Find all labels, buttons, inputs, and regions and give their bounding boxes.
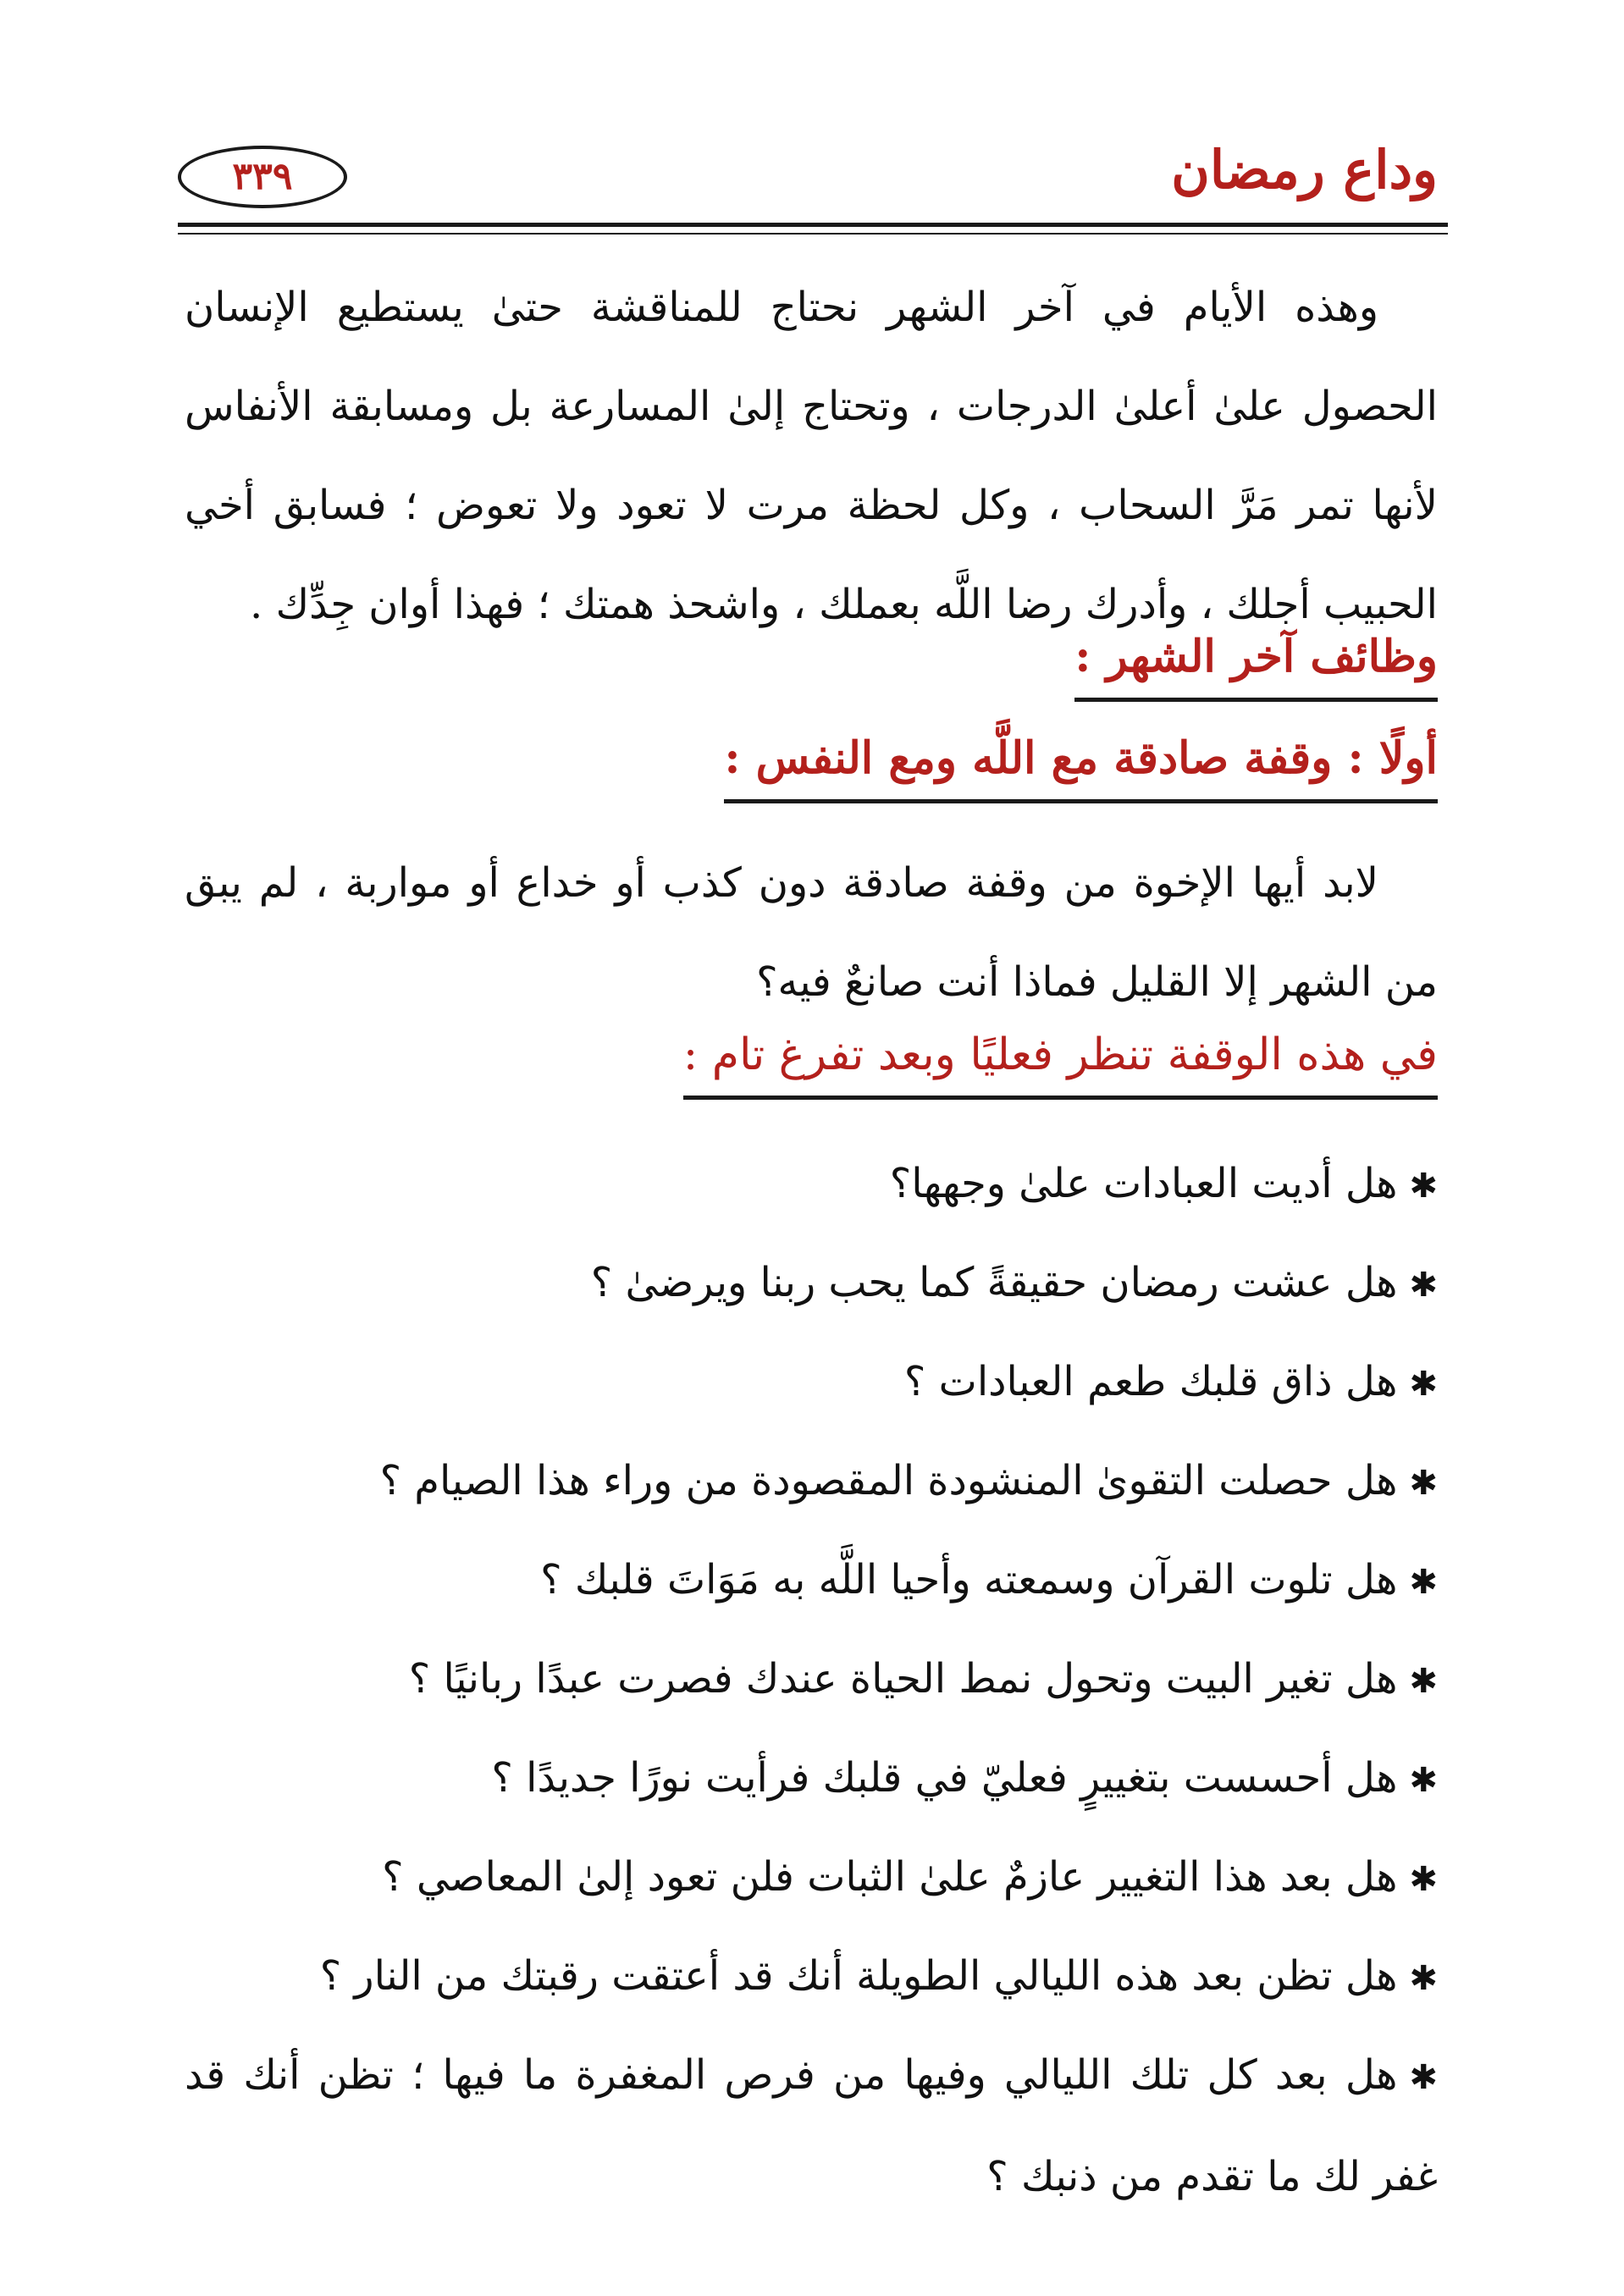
- question-text: هل بعد كل تلك الليالي وفيها من فرص المغفرة ما فيها ؛ تظن أنك قد غفر لك ما تقدم من ذنبك ؟: [185, 2051, 1438, 2200]
- asterisk-icon: ✱: [1409, 1959, 1438, 1998]
- asterisk-icon: ✱: [1409, 1365, 1438, 1404]
- question-text: هل أديت العبادات علىٰ وجهها؟: [889, 1160, 1398, 1207]
- list-item: [185, 2026, 1438, 2227]
- asterisk-icon: ✱: [1409, 1563, 1438, 1602]
- question-text: هل عشت رمضان حقيقةً كما يحب ربنا ويرضىٰ ؟: [590, 1259, 1398, 1306]
- list-item: [185, 1333, 1438, 1432]
- list-item: [185, 1531, 1438, 1630]
- asterisk-icon: ✱: [1409, 1464, 1438, 1503]
- header-rule-thick: [178, 223, 1448, 227]
- questions-list: [185, 1134, 1438, 2227]
- heading-in-this-pause: في هذه الوقفة تنظر فعليًا وبعد تفرغ تام :: [683, 1033, 1438, 1100]
- list-item: [185, 1828, 1438, 1927]
- first-pause-paragraph: [185, 834, 1438, 1032]
- asterisk-icon: ✱: [1409, 1860, 1438, 1899]
- question-text: هل تغير البيت وتحول نمط الحياة عندك فصرت عبدًا ربانيًا ؟: [408, 1655, 1398, 1703]
- question-text: هل تظن بعد هذه الليالي الطويلة أنك قد أعتقت رقبتك من النار ؟: [319, 1952, 1398, 2000]
- page-number: ٣٣٩: [232, 155, 293, 198]
- intro-paragraph: [185, 258, 1438, 654]
- asterisk-icon: ✱: [1409, 2058, 1438, 2097]
- asterisk-icon: ✱: [1409, 1761, 1438, 1800]
- question-text: هل ذاق قلبك طعم العبادات ؟: [903, 1358, 1398, 1405]
- list-item: [185, 1432, 1438, 1531]
- asterisk-icon: ✱: [1409, 1266, 1438, 1305]
- intro-paragraph-text: وهذه الأيام في آخر الشهر نحتاج للمناقشة حتىٰ يستطيع الإنسان الحصول علىٰ أعلىٰ الدرجات ، وتحتاج إلىٰ المسارعة بل ومسابقة الأنفاس لأنها تمر مَرَّ السحاب ، وكل لحظة مرت لا تعود ولا تعوض ؛ فسابق أخي الحبيب أجلك ، وأدرك رضا اللَّه بعملك ، واشحذ همتك ؛ فهذا أوان جِدِّك .: [185, 284, 1439, 628]
- list-item: [185, 1927, 1438, 2026]
- question-text: هل أحسست بتغييرٍ فعليّ في قلبك فرأيت نورًا جديدًا ؟: [491, 1754, 1398, 1802]
- question-text: هل بعد هذا التغيير عازمٌ علىٰ الثبات فلن تعود إلىٰ المعاصي ؟: [382, 1853, 1398, 1901]
- asterisk-icon: ✱: [1409, 1662, 1438, 1701]
- list-item: [185, 1234, 1438, 1333]
- first-pause-paragraph-text: لابد أيها الإخوة من وقفة صادقة دون كذب أو خداع أو مواربة ، لم يبق من الشهر إلا القليل فماذا أنت صانعٌ فيه؟: [185, 859, 1438, 1006]
- page-number-badge: [178, 146, 347, 208]
- question-text: هل تلوت القرآن وسمعته وأحيا اللَّه به مَوَاتَ قلبك ؟: [540, 1556, 1398, 1603]
- header-rule-thin: [178, 233, 1448, 235]
- question-text: هل حصلت التقوىٰ المنشودة المقصودة من وراء هذا الصيام ؟: [379, 1457, 1398, 1504]
- asterisk-icon: ✱: [1409, 1167, 1438, 1206]
- heading-first-pause: أولًا : وقفة صادقة مع اللَّه ومع النفس :: [724, 737, 1438, 803]
- heading-duties: وظائف آخر الشهر :: [1074, 635, 1438, 702]
- list-item: [185, 1630, 1438, 1729]
- list-item: [185, 1729, 1438, 1828]
- list-item: [185, 1134, 1438, 1234]
- running-title: وداع رمضان: [1171, 139, 1438, 201]
